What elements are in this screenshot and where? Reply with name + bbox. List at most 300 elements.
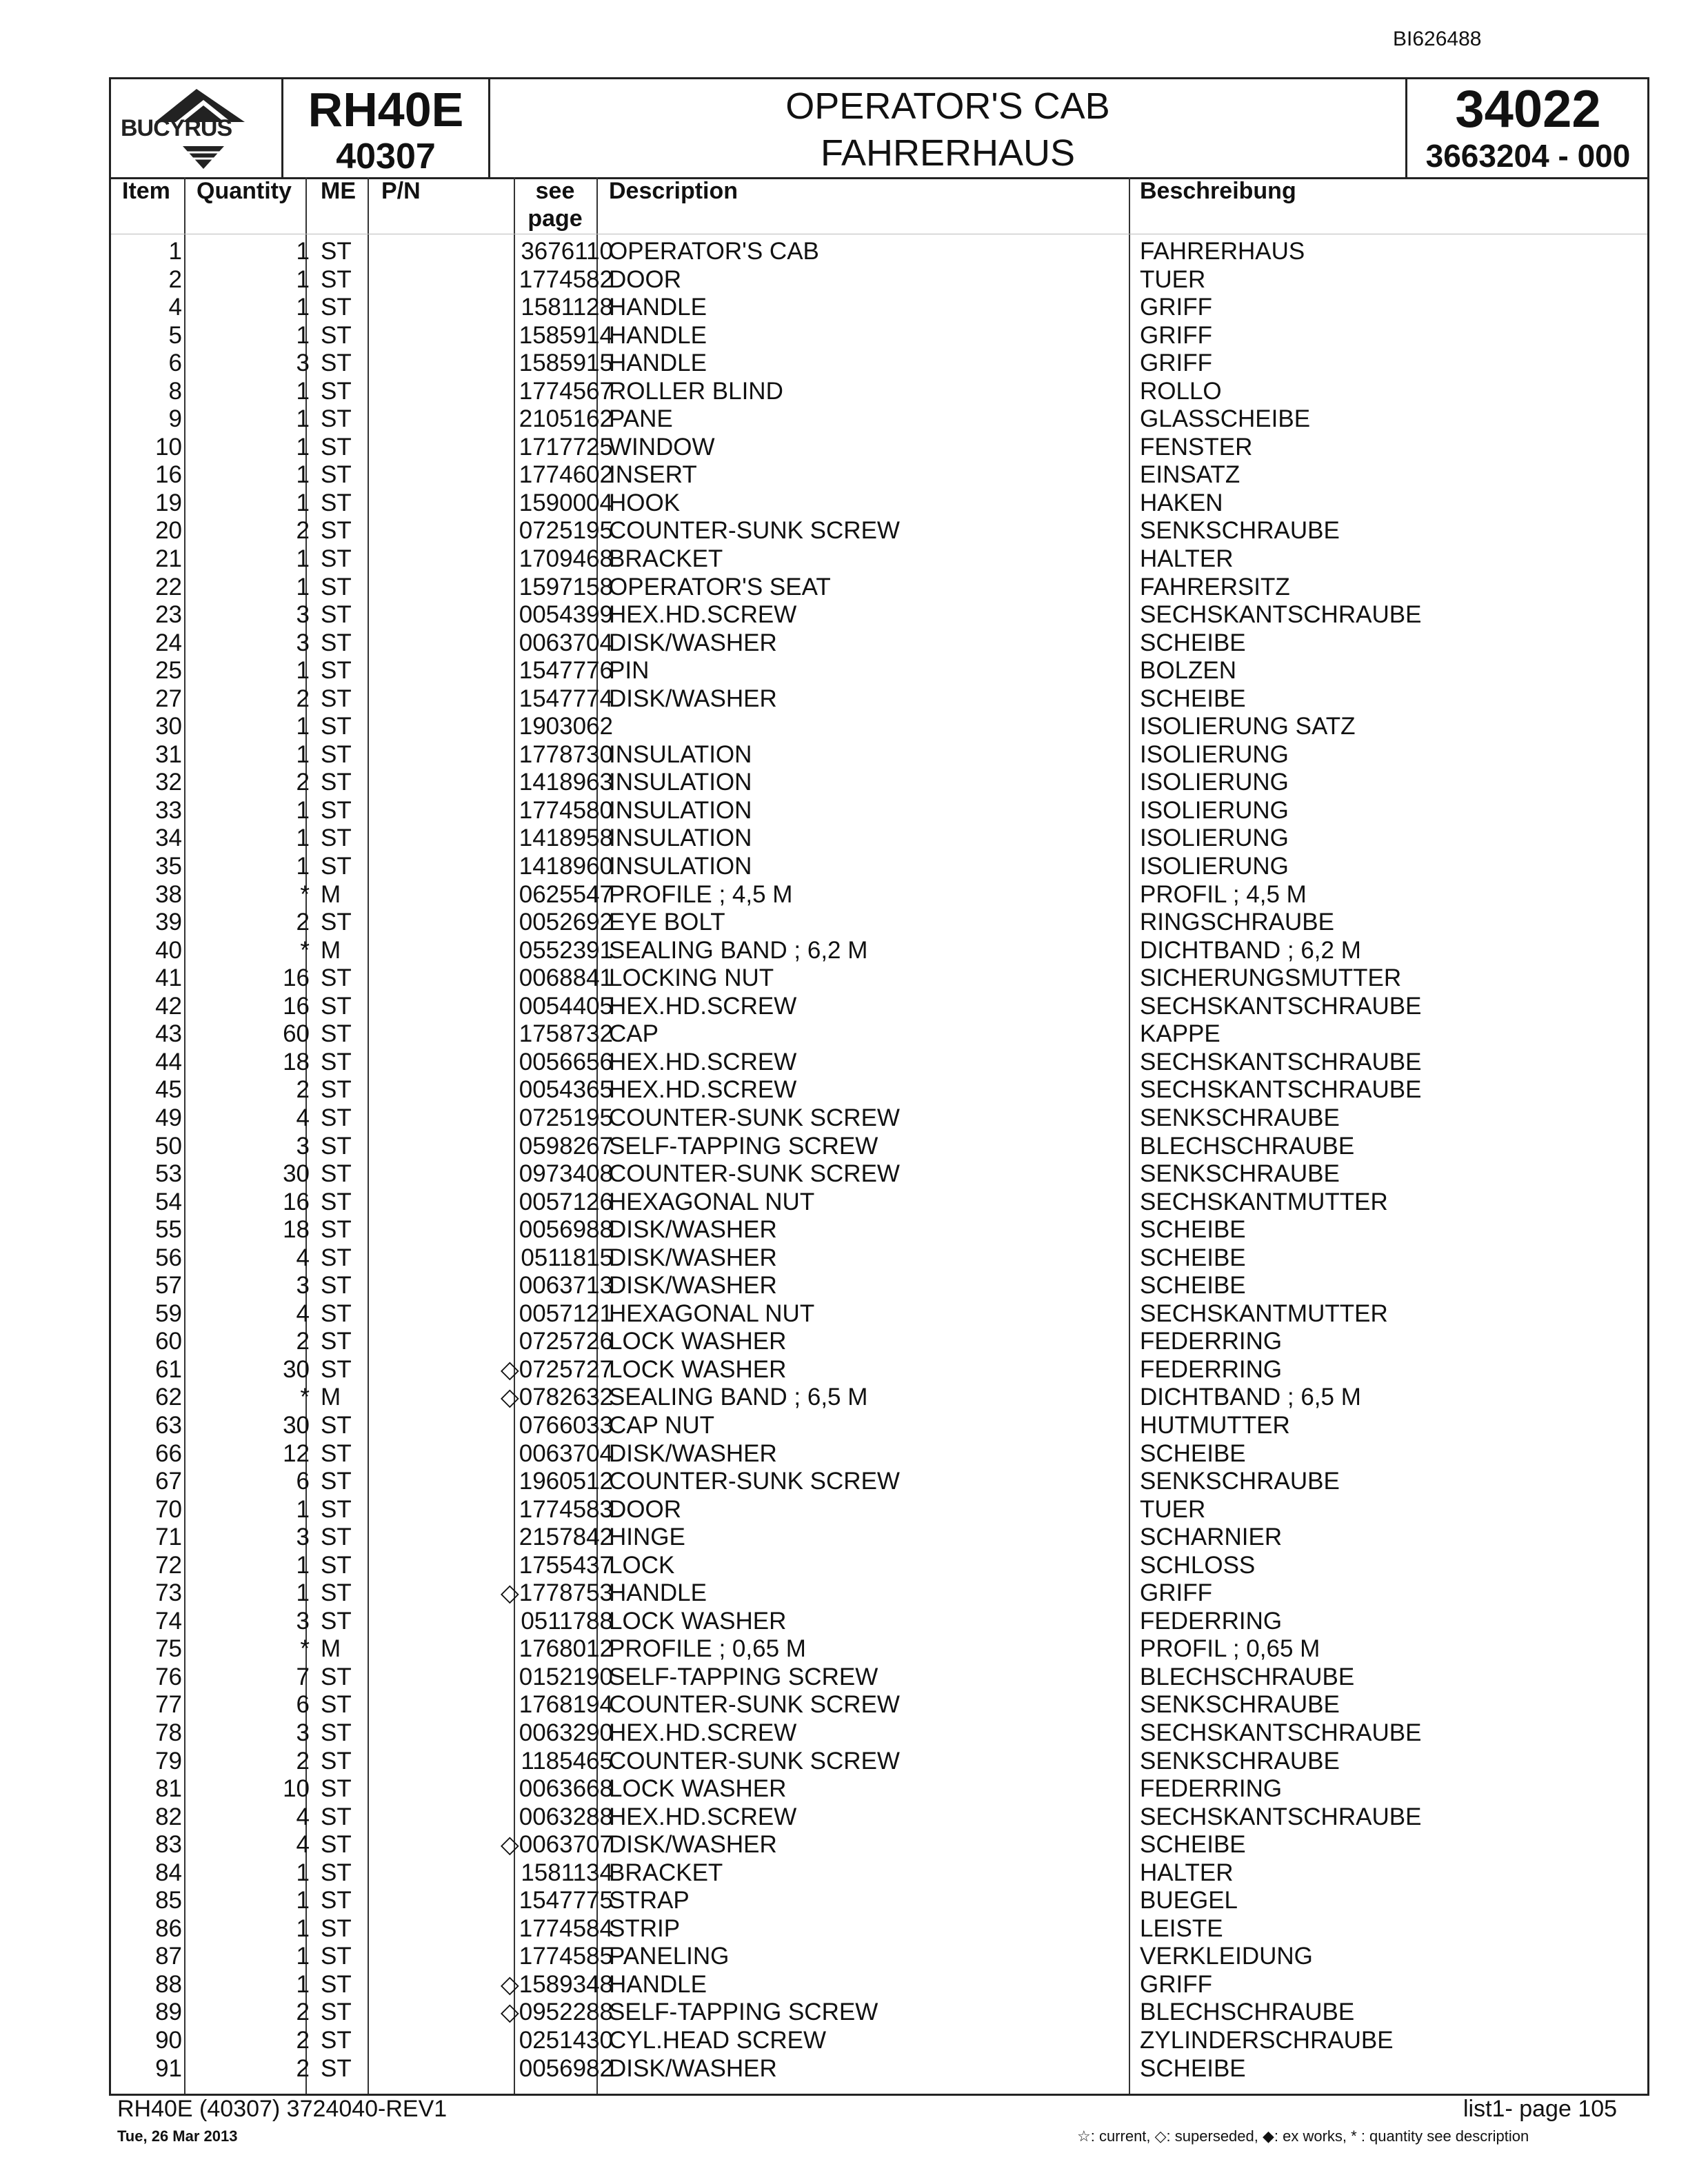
beschreibung-cell: ISOLIERUNG — [1140, 740, 1289, 768]
part-number-cell: 1709468 — [519, 545, 613, 573]
unit-cell: ST — [321, 1831, 352, 1859]
table-row — [111, 1664, 1647, 1692]
unit-cell: ST — [321, 433, 352, 461]
description-cell: INSULATION — [609, 769, 752, 796]
quantity-cell: * — [300, 1635, 310, 1663]
description-cell: DISK/WASHER — [609, 1216, 777, 1244]
beschreibung-cell: BLECHSCHRAUBE — [1140, 1663, 1355, 1690]
part-number-cell: 0063288 — [519, 1803, 613, 1830]
beschreibung-cell: BOLZEN — [1140, 657, 1237, 685]
table-row — [111, 1999, 1647, 2027]
quantity-cell: 4 — [296, 1803, 310, 1830]
quantity-cell: 1 — [296, 1859, 310, 1886]
quantity-cell: 1 — [296, 1579, 310, 1607]
beschreibung-cell: SENKSCHRAUBE — [1140, 1160, 1340, 1188]
serial-number: 40307 — [336, 136, 436, 176]
description-cell: SELF-TAPPING SCREW — [609, 1663, 878, 1690]
quantity-cell: 30 — [283, 1355, 310, 1383]
part-number-cell: 1597158 — [519, 573, 613, 600]
quantity-cell: 1 — [296, 796, 310, 824]
quantity-cell: 1 — [296, 405, 310, 433]
item-cell: 61 — [155, 1355, 182, 1383]
column-header-item: Item — [122, 178, 170, 204]
beschreibung-cell: ISOLIERUNG — [1140, 796, 1289, 824]
unit-cell: ST — [321, 1272, 352, 1300]
part-number-cell: 1774580 — [519, 796, 613, 824]
unit-cell: ST — [321, 489, 352, 516]
beschreibung-cell: DICHTBAND ; 6,5 M — [1140, 1384, 1361, 1411]
description-cell: HANDLE — [609, 350, 707, 377]
description-cell: LOCK WASHER — [609, 1775, 787, 1803]
table-row — [111, 937, 1647, 965]
beschreibung-cell: GRIFF — [1140, 294, 1212, 321]
item-cell: 9 — [168, 405, 182, 433]
description-cell: SEALING BAND ; 6,5 M — [609, 1384, 868, 1411]
beschreibung-cell: TUER — [1140, 265, 1206, 293]
part-number-cell: 1768012 — [519, 1635, 613, 1663]
item-cell: 8 — [168, 377, 182, 405]
table-row — [111, 1719, 1647, 1748]
beschreibung-cell: SECHSKANTSCHRAUBE — [1140, 1803, 1422, 1830]
part-number-cell: 0052692 — [519, 909, 613, 936]
table-row — [111, 378, 1647, 406]
table-row — [111, 993, 1647, 1021]
description-cell: DISK/WASHER — [609, 1439, 777, 1467]
quantity-cell: 1 — [296, 740, 310, 768]
item-cell: 81 — [155, 1775, 182, 1803]
description-cell: COUNTER-SUNK SCREW — [609, 1691, 900, 1719]
unit-cell: ST — [321, 1300, 352, 1327]
quantity-cell: 1 — [296, 489, 310, 516]
unit-cell: ST — [321, 1160, 352, 1188]
quantity-cell: 1 — [296, 573, 310, 600]
part-number-cell: 1547776 — [519, 657, 613, 685]
unit-cell: ST — [321, 1607, 352, 1635]
unit-cell: ST — [321, 769, 352, 796]
description-cell: PROFILE ; 4,5 M — [609, 880, 793, 908]
item-cell: 32 — [155, 769, 182, 796]
title-german: FAHRERHAUS — [820, 132, 1076, 174]
item-cell: 38 — [155, 880, 182, 908]
table-row — [111, 685, 1647, 714]
unit-cell: ST — [321, 265, 352, 293]
item-cell: 45 — [155, 1076, 182, 1104]
quantity-cell: 18 — [283, 1216, 310, 1244]
part-number-cell: 2105162 — [519, 405, 613, 433]
beschreibung-cell: ROLLO — [1140, 377, 1222, 405]
quantity-cell: * — [300, 1384, 310, 1411]
description-cell: HOOK — [609, 489, 681, 516]
beschreibung-cell: PROFIL ; 0,65 M — [1140, 1635, 1320, 1663]
unit-cell: ST — [321, 1328, 352, 1355]
quantity-cell: 2 — [296, 1076, 310, 1104]
unit-cell: ST — [321, 545, 352, 573]
item-cell: 63 — [155, 1411, 182, 1439]
table-row — [111, 1440, 1647, 1468]
unit-cell: ST — [321, 601, 352, 629]
description-cell: HEXAGONAL NUT — [609, 1188, 815, 1215]
unit-cell: ST — [321, 825, 352, 852]
unit-cell: ST — [321, 1719, 352, 1746]
parts-list-frame — [109, 77, 1649, 2096]
beschreibung-cell: SENKSCHRAUBE — [1140, 517, 1340, 545]
item-cell: 23 — [155, 601, 182, 629]
item-cell: 79 — [155, 1747, 182, 1775]
table-row — [111, 434, 1647, 462]
beschreibung-cell: GLASSCHEIBE — [1140, 405, 1311, 433]
beschreibung-cell: DICHTBAND ; 6,2 M — [1140, 936, 1361, 964]
quantity-cell: 2 — [296, 1747, 310, 1775]
beschreibung-cell: FAHRERSITZ — [1140, 573, 1290, 600]
unit-cell: ST — [321, 1524, 352, 1551]
table-row — [111, 517, 1647, 545]
item-cell: 86 — [155, 1914, 182, 1942]
item-cell: 33 — [155, 796, 182, 824]
beschreibung-cell: SCHEIBE — [1140, 1272, 1246, 1300]
beschreibung-cell: SENKSCHRAUBE — [1140, 1747, 1340, 1775]
unit-cell: M — [321, 1635, 341, 1663]
item-cell: 62 — [155, 1384, 182, 1411]
unit-cell: ST — [321, 964, 352, 992]
item-cell: 16 — [155, 461, 182, 489]
model-name: RH40E — [308, 83, 464, 136]
footer-date: Tue, 26 Mar 2013 — [117, 2127, 238, 2145]
column-header-see-page: see page — [528, 178, 583, 232]
column-header-me: ME — [321, 178, 356, 204]
item-cell: 5 — [168, 321, 182, 349]
quantity-cell: 4 — [296, 1104, 310, 1131]
unit-cell: ST — [321, 1411, 352, 1439]
item-cell: 74 — [155, 1607, 182, 1635]
description-cell: DOOR — [609, 1495, 681, 1523]
beschreibung-cell: ISOLIERUNG — [1140, 825, 1289, 852]
table-row — [111, 797, 1647, 825]
description-cell: STRAP — [609, 1887, 690, 1914]
quantity-cell: 3 — [296, 1607, 310, 1635]
description-cell: HEX.HD.SCREW — [609, 1803, 797, 1830]
part-number-cell: 1581134 — [521, 1859, 613, 1886]
part-number-cell: 0725195 — [519, 517, 613, 545]
description-cell: SEALING BAND ; 6,2 M — [609, 936, 868, 964]
part-number-cell: ◇0063707 — [500, 1831, 613, 1859]
item-cell: 31 — [155, 740, 182, 768]
quantity-cell: 6 — [296, 1468, 310, 1495]
part-number-cell: 0251430 — [519, 2027, 613, 2054]
part-number-cell: 0054365 — [519, 1076, 613, 1104]
quantity-cell: 1 — [296, 657, 310, 685]
item-cell: 73 — [155, 1579, 182, 1607]
beschreibung-cell: TUER — [1140, 1495, 1206, 1523]
unit-cell: ST — [321, 909, 352, 936]
item-cell: 89 — [155, 1999, 182, 2026]
part-number-cell: 1585914 — [519, 321, 613, 349]
unit-cell: ST — [321, 517, 352, 545]
part-number-cell: 0068841 — [519, 964, 613, 992]
unit-cell: ST — [321, 992, 352, 1020]
table-row — [111, 1160, 1647, 1189]
quantity-cell: 10 — [283, 1775, 310, 1803]
unit-cell: ST — [321, 1439, 352, 1467]
unit-cell: ST — [321, 321, 352, 349]
item-cell: 20 — [155, 517, 182, 545]
description-cell: HEX.HD.SCREW — [609, 1048, 797, 1075]
part-number-cell: 0054405 — [519, 992, 613, 1020]
beschreibung-cell: FENSTER — [1140, 433, 1253, 461]
quantity-cell: 30 — [283, 1411, 310, 1439]
part-number-cell: 1755437 — [519, 1551, 613, 1579]
quantity-cell: 1 — [296, 545, 310, 573]
unit-cell: ST — [321, 853, 352, 880]
quantity-cell: 3 — [296, 1719, 310, 1746]
item-cell: 66 — [155, 1439, 182, 1467]
table-row — [111, 881, 1647, 909]
beschreibung-cell: SCHEIBE — [1140, 1831, 1246, 1859]
part-number-cell: 1547774 — [519, 685, 613, 712]
quantity-cell: 16 — [283, 964, 310, 992]
description-cell: LOCKING NUT — [609, 964, 774, 992]
quantity-cell: 1 — [296, 825, 310, 852]
description-cell: CAP — [609, 1020, 659, 1048]
part-number-cell: 1185465 — [521, 1747, 613, 1775]
unit-cell: ST — [321, 1048, 352, 1075]
description-cell: PANELING — [609, 1943, 730, 1970]
table-row — [111, 574, 1647, 602]
item-cell: 84 — [155, 1859, 182, 1886]
column-header-pn: P/N — [381, 178, 421, 204]
description-cell: LOCK WASHER — [609, 1355, 787, 1383]
description-cell: ROLLER BLIND — [609, 377, 783, 405]
description-cell: COUNTER-SUNK SCREW — [609, 1104, 900, 1131]
description-cell: SELF-TAPPING SCREW — [609, 1132, 878, 1160]
part-number-cell: 1758732 — [519, 1020, 613, 1048]
quantity-cell: 16 — [283, 1188, 310, 1215]
part-number-cell: 1418960 — [519, 853, 613, 880]
quantity-cell: 1 — [296, 1551, 310, 1579]
model-cell — [283, 79, 490, 177]
table-row — [111, 1496, 1647, 1524]
part-number-cell: ◇1589348 — [500, 1970, 613, 1998]
part-number-cell: 1960512 — [519, 1468, 613, 1495]
item-cell: 77 — [155, 1691, 182, 1719]
table-row — [111, 1468, 1647, 1496]
unit-cell: ST — [321, 1468, 352, 1495]
quantity-cell: 1 — [296, 1970, 310, 1998]
item-cell: 35 — [155, 853, 182, 880]
description-cell: COUNTER-SUNK SCREW — [609, 1747, 900, 1775]
header-band — [111, 79, 1647, 179]
item-cell: 49 — [155, 1104, 182, 1131]
description-cell: BRACKET — [609, 1859, 723, 1886]
unit-cell: ST — [321, 1747, 352, 1775]
quantity-cell: 3 — [296, 1524, 310, 1551]
table-row — [111, 1943, 1647, 1971]
unit-cell: ST — [321, 1104, 352, 1131]
quantity-cell: 1 — [296, 321, 310, 349]
part-number-cell: 0973408 — [519, 1160, 613, 1188]
beschreibung-cell: SCHEIBE — [1140, 685, 1246, 712]
description-cell: HEX.HD.SCREW — [609, 992, 797, 1020]
item-cell: 59 — [155, 1300, 182, 1327]
table-row — [111, 909, 1647, 937]
item-cell: 75 — [155, 1635, 182, 1663]
quantity-cell: 2 — [296, 2054, 310, 2082]
table-row — [111, 1803, 1647, 1832]
table-row — [111, 1328, 1647, 1356]
table-row — [111, 1831, 1647, 1859]
item-cell: 2 — [168, 265, 182, 293]
table-row — [111, 1104, 1647, 1133]
table-row — [111, 1552, 1647, 1580]
beschreibung-cell: PROFIL ; 4,5 M — [1140, 880, 1307, 908]
part-number-cell: 0063668 — [519, 1775, 613, 1803]
unit-cell: ST — [321, 685, 352, 712]
part-number-cell: ◇0952288 — [500, 1999, 613, 2026]
table-row — [111, 1384, 1647, 1412]
description-cell: OPERATOR'S CAB — [609, 238, 819, 265]
beschreibung-cell: SECHSKANTSCHRAUBE — [1140, 1076, 1422, 1104]
item-cell: 10 — [155, 433, 182, 461]
table-row — [111, 1216, 1647, 1244]
quantity-cell: 2 — [296, 909, 310, 936]
beschreibung-cell: SENKSCHRAUBE — [1140, 1691, 1340, 1719]
unit-cell: ST — [321, 1188, 352, 1215]
table-row — [111, 1748, 1647, 1776]
item-cell: 34 — [155, 825, 182, 852]
unit-cell: M — [321, 936, 341, 964]
quantity-cell: 1 — [296, 1914, 310, 1942]
description-cell: DISK/WASHER — [609, 1244, 777, 1271]
quantity-cell: 4 — [296, 1244, 310, 1271]
part-number-cell: 1717725 — [519, 433, 613, 461]
part-number-cell: 1585915 — [519, 350, 613, 377]
unit-cell: ST — [321, 1020, 352, 1048]
part-number-cell: ◇0782632 — [500, 1384, 613, 1411]
beschreibung-cell: FEDERRING — [1140, 1607, 1283, 1635]
beschreibung-cell: SECHSKANTMUTTER — [1140, 1300, 1388, 1327]
part-number-cell: 1774602 — [519, 461, 613, 489]
part-number-cell: 1418958 — [519, 825, 613, 852]
quantity-cell: 12 — [283, 1439, 310, 1467]
part-number-cell: 0054399 — [519, 601, 613, 629]
beschreibung-cell: SCHEIBE — [1140, 629, 1246, 656]
table-row — [111, 266, 1647, 294]
description-cell: HEX.HD.SCREW — [609, 601, 797, 629]
table-row — [111, 1300, 1647, 1328]
description-cell: DISK/WASHER — [609, 1831, 777, 1859]
logo-cell — [111, 79, 283, 177]
table-row — [111, 1356, 1647, 1384]
description-cell: BRACKET — [609, 545, 723, 573]
table-row — [111, 964, 1647, 993]
quantity-cell: 1 — [296, 1887, 310, 1914]
quantity-cell: 1 — [296, 433, 310, 461]
beschreibung-cell: FAHRERHAUS — [1140, 238, 1305, 265]
item-cell: 24 — [155, 629, 182, 656]
quantity-cell: 1 — [296, 1495, 310, 1523]
item-cell: 30 — [155, 713, 182, 740]
quantity-cell: 16 — [283, 992, 310, 1020]
column-header-beschreibung: Beschreibung — [1140, 178, 1296, 204]
quantity-cell: * — [300, 936, 310, 964]
item-cell: 91 — [155, 2054, 182, 2082]
description-cell: INSERT — [609, 461, 697, 489]
part-number-cell: 0152190 — [519, 1663, 613, 1690]
part-number-cell: 0511788 — [521, 1607, 613, 1635]
description-cell: CYL.HEAD SCREW — [609, 2027, 827, 2054]
quantity-cell: 30 — [283, 1160, 310, 1188]
quantity-cell: 6 — [296, 1691, 310, 1719]
beschreibung-cell: ISOLIERUNG — [1140, 769, 1289, 796]
beschreibung-cell: SCHEIBE — [1140, 1216, 1246, 1244]
beschreibung-cell: GRIFF — [1140, 1970, 1212, 1998]
quantity-cell: * — [300, 880, 310, 908]
part-number-cell: 0063290 — [519, 1719, 613, 1746]
description-cell: EYE BOLT — [609, 909, 725, 936]
table-row — [111, 350, 1647, 378]
part-number-cell: ◇1778753 — [500, 1579, 613, 1607]
item-cell: 78 — [155, 1719, 182, 1746]
item-cell: 27 — [155, 685, 182, 712]
table-row — [111, 545, 1647, 574]
beschreibung-cell: SECHSKANTSCHRAUBE — [1140, 1719, 1422, 1746]
description-cell: DISK/WASHER — [609, 2054, 777, 2082]
item-cell: 70 — [155, 1495, 182, 1523]
item-cell: 82 — [155, 1803, 182, 1830]
unit-cell: ST — [321, 294, 352, 321]
description-cell: PIN — [609, 657, 650, 685]
unit-cell: ST — [321, 1943, 352, 1970]
table-row — [111, 1049, 1647, 1077]
quantity-cell: 18 — [283, 1048, 310, 1075]
beschreibung-cell: SECHSKANTSCHRAUBE — [1140, 1048, 1422, 1075]
unit-cell: M — [321, 880, 341, 908]
beschreibung-cell: VERKLEIDUNG — [1140, 1943, 1313, 1970]
description-cell: INSULATION — [609, 825, 752, 852]
beschreibung-cell: EINSATZ — [1140, 461, 1240, 489]
table-row — [111, 1272, 1647, 1300]
beschreibung-cell: SCHARNIER — [1140, 1524, 1283, 1551]
table-row — [111, 1020, 1647, 1049]
quantity-cell: 1 — [296, 713, 310, 740]
part-number-cell: 1778730 — [519, 740, 613, 768]
beschreibung-cell: FEDERRING — [1140, 1775, 1283, 1803]
unit-cell: ST — [321, 238, 352, 265]
beschreibung-cell: SCHLOSS — [1140, 1551, 1256, 1579]
logo-text: BUCYRUS — [121, 115, 232, 141]
part-number-cell: 0056988 — [519, 1216, 613, 1244]
quantity-cell: 2 — [296, 517, 310, 545]
table-row — [111, 238, 1647, 266]
beschreibung-cell: HALTER — [1140, 545, 1234, 573]
beschreibung-cell: HUTMUTTER — [1140, 1411, 1290, 1439]
item-cell: 42 — [155, 992, 182, 1020]
table-row — [111, 1971, 1647, 1999]
table-row — [111, 1244, 1647, 1273]
quantity-cell: 3 — [296, 350, 310, 377]
unit-cell: ST — [321, 740, 352, 768]
unit-cell: ST — [321, 2054, 352, 2082]
quantity-cell: 4 — [296, 1831, 310, 1859]
beschreibung-cell: HALTER — [1140, 1859, 1234, 1886]
unit-cell: ST — [321, 1132, 352, 1160]
unit-cell: ST — [321, 350, 352, 377]
description-cell: HANDLE — [609, 1970, 707, 1998]
part-number-cell: 0056656 — [519, 1048, 613, 1075]
column-header-quantity: Quantity — [197, 178, 292, 204]
item-cell: 4 — [168, 294, 182, 321]
unit-cell: ST — [321, 1663, 352, 1690]
table-row — [111, 2027, 1647, 2055]
